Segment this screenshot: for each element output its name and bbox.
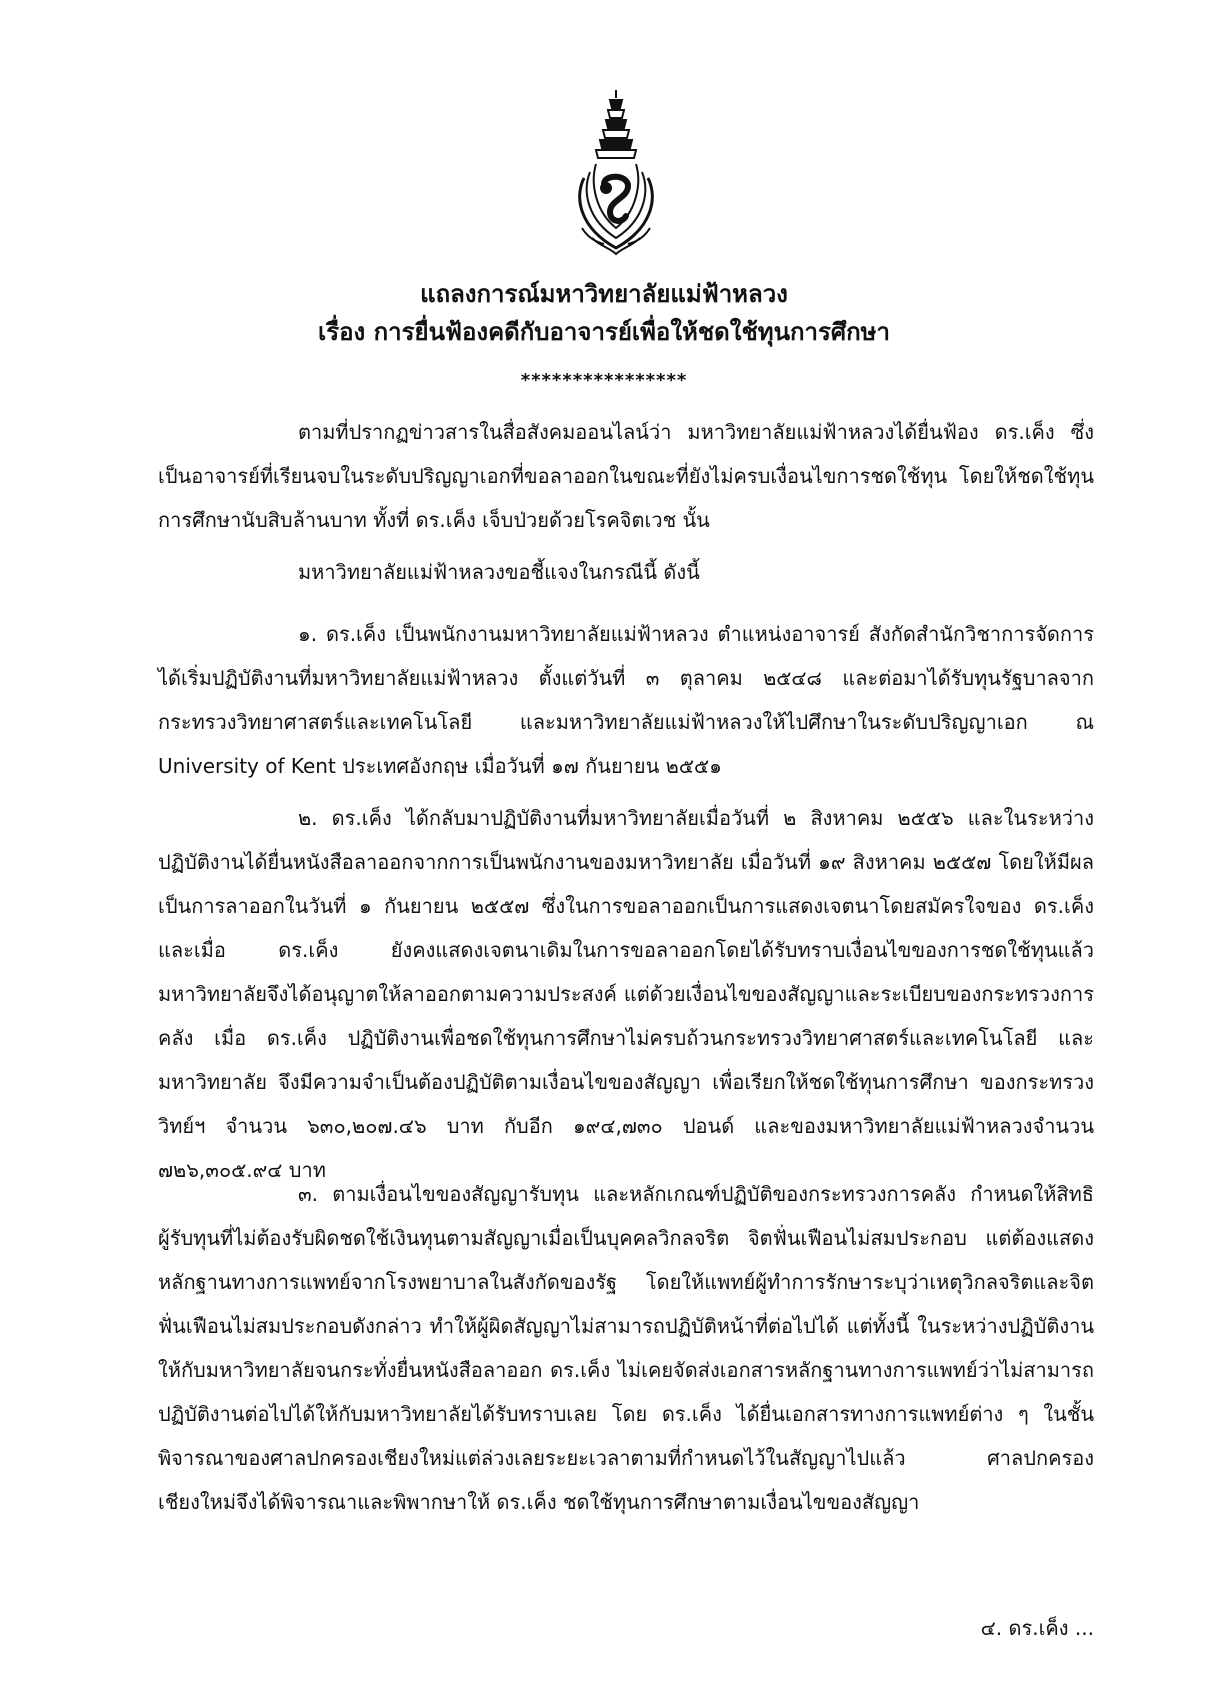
intro-paragraph: ตามที่ปรากฏข่าวสารในสื่อสังคมออนไลน์ว่า มหาวิทยาลัยแม่ฟ้าหลวงได้ยื่นฟ้อง ดร.เค็ง ซึ่งเป็นอาจารย์ที่เรียนจบในระดับปริญญาเอกที่ขอลาออกในขณะที่ยังไม่ครบเงื่อนไขการชดใช้ทุน โดยให้ชดใช้ทุนการศึกษานับสิบล้านบาท ทั้งที่ ดร.เค็ง เจ็บป่วยด้วยโรคจิตเวช นั้น — [158, 420, 1094, 532]
item3-paragraph: ๓. ตามเงื่อนไขของสัญญารับทุน และหลักเกณฑ์ปฏิบัติของกระทรวงการคลัง กำหนดให้สิทธิผู้รับทุนที่ไม่ต้องรับผิดชดใช้เงินทุนตามสัญญาเมื่อเป็นบุคคลวิกลจริต จิตฟั่นเฟือนไม่สมประกอบ แต่ต้องแสดงหลักฐานทางการแพทย์จากโรงพยาบาลในสังกัดของรัฐ โดยให้แพทย์ผู้ทำการรักษาระบุว่าเหตุวิกลจริตและจิตฟั่นเฟือนไม่สมประกอบดังกล่าว ทำให้ผู้ผิดสัญญาไม่สามารถปฏิบัติหน้าที่ต่อไปได้ แต่ทั้งนี้ ในระหว่างปฏิบัติงานให้กับมหาวิทยาลัยจนกระทั่งยื่นหนังสือลาออก ดร.เค็ง ไม่เคยจัดส่งเอกสารหลักฐานทางการแพทย์ว่าไม่สามารถปฏิบัติงานต่อไปได้ให้กับมหาวิทยาลัยได้รับทราบเลย โดย ดร.เค็ง ได้ยื่นเอกสารทางการแพทย์ต่าง ๆ ในชั้นพิจารณาของศาลปกครองเชียงใหม่แต่ล่วงเลยระยะเวลาตามที่กำหนดไว้ในสัญญาไปแล้ว ศาลปกครองเชียงใหม่จึงได้พิจารณาและพิพากษาให้ ดร.เค็ง ชดใช้ทุนการศึกษาตามเงื่อนไขของสัญญา — [158, 1182, 1094, 1514]
page-continuation: ๔. ดร.เค็ง ... — [980, 1616, 1094, 1640]
item1-paragraph: ๑. ดร.เค็ง เป็นพนักงานมหาวิทยาลัยแม่ฟ้าหลวง ตำแหน่งอาจารย์ สังกัดสำนักวิชาการจัดการ ได้เริ่มปฏิบัติงานที่มหาวิทยาลัยแม่ฟ้าหลวง ตั้งแต่วันที่ ๓ ตุลาคม ๒๕๔๘ และต่อมาได้รับทุนรัฐบาลจากกระทรวงวิทยาศาสตร์และเทคโนโลยี และมหาวิทยาลัยแม่ฟ้าหลวงให้ไปศึกษาในระดับปริญญาเอก ณ University of Kent ประเทศอังกฤษ เมื่อวันที่ ๑๗ กันยายน ๒๕๕๑ — [158, 622, 1094, 778]
document-title: แถลงการณ์มหาวิทยาลัยแม่ฟ้าหลวง — [420, 280, 788, 308]
university-emblem-logo — [570, 88, 662, 256]
separator-line: **************** — [520, 370, 688, 391]
clarify-paragraph-block — [158, 550, 1094, 594]
item2-paragraph-block — [158, 796, 1094, 1192]
item1-paragraph-block — [158, 612, 1094, 788]
intro-paragraph-block — [158, 410, 1094, 542]
clarify-paragraph: มหาวิทยาลัยแม่ฟ้าหลวงขอชี้แจงในกรณีนี้ ดังนี้ — [298, 560, 700, 584]
document-subject: เรื่อง การยื่นฟ้องคดีกับอาจารย์เพื่อให้ชดใช้ทุนการศึกษา — [318, 318, 890, 346]
item3-paragraph-block — [158, 1172, 1094, 1524]
item2-paragraph: ๒. ดร.เค็ง ได้กลับมาปฏิบัติงานที่มหาวิทยาลัยเมื่อวันที่ ๒ สิงหาคม ๒๕๕๖ และในระหว่างปฏิบัติงานได้ยื่นหนังสือลาออกจากการเป็นพนักงานของมหาวิทยาลัย เมื่อวันที่ ๑๙ สิงหาคม ๒๕๕๗ โดยให้มีผลเป็นการลาออกในวันที่ ๑ กันยายน ๒๕๕๗ ซึ่งในการขอลาออกเป็นการแสดงเจตนาโดยสมัครใจของ ดร.เค็ง และเมื่อ ดร.เค็ง ยังคงแสดงเจตนาเดิมในการขอลาออกโดยได้รับทราบเงื่อนไขของการชดใช้ทุนแล้ว มหาวิทยาลัยจึงได้อนุญาตให้ลาออกตามความประสงค์ แต่ด้วยเงื่อนไขของสัญญาและระเบียบของกระทรวงการคลัง เมื่อ ดร.เค็ง ปฏิบัติงานเพื่อชดใช้ทุนการศึกษาไม่ครบถ้วนกระทรวงวิทยาศาสตร์และเทคโนโลยี และมหาวิทยาลัย จึงมีความจำเป็นต้องปฏิบัติตามเงื่อนไขของสัญญา เพื่อเรียกให้ชดใช้ทุนการศึกษา ของกระทรวงวิทย์ฯ จำนวน ๖๓๐,๒๐๗.๔๖ บาท กับอีก ๑๙๔,๗๓๐ ปอนด์ และของมหาวิทยาลัยแม่ฟ้าหลวงจำนวน ๗๒๖,๓๐๕.๙๔ บาท — [158, 806, 1094, 1182]
